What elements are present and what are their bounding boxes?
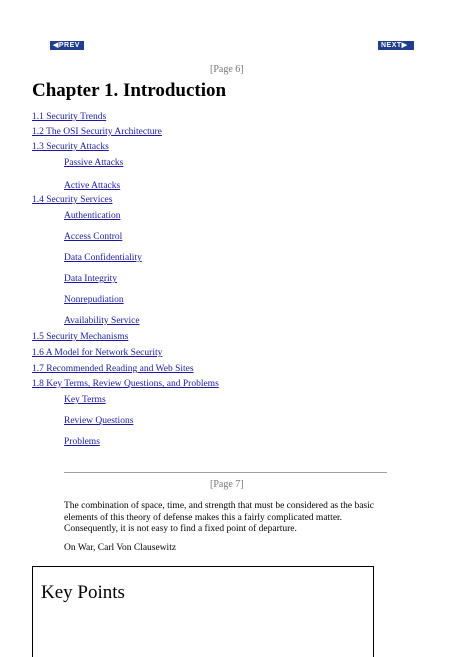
chapter-title: Chapter 1. Introduction — [32, 80, 227, 101]
toc-link[interactable]: Data Integrity — [64, 274, 118, 284]
toc-link[interactable]: Access Control — [64, 232, 123, 242]
toc-link[interactable]: Authentication — [64, 211, 121, 221]
key-points-title: Key Points — [41, 582, 125, 603]
toc-link[interactable]: Active Attacks — [64, 181, 121, 191]
toc-link[interactable]: 1.8 Key Terms, Review Questions, and Problems — [32, 379, 219, 389]
epigraph-quote: The combination of space, time, and strength that must be considered as the basic elements of this theory of defense makes this a fairly complicated matter. Consequently, it is not easy to find a fixed point of departure. — [64, 501, 374, 534]
next-button[interactable] — [378, 41, 414, 50]
page-marker-6: [Page 6] — [210, 64, 244, 75]
toc-link[interactable]: Problems — [64, 437, 100, 447]
key-points-box — [32, 566, 374, 657]
epigraph-source: On War, Carl Von Clausewitz — [64, 543, 177, 553]
toc-link[interactable]: Passive Attacks — [64, 158, 124, 168]
toc-link[interactable]: 1.1 Security Trends — [32, 112, 107, 122]
toc-link[interactable]: 1.6 A Model for Network Security — [32, 348, 163, 358]
toc-link[interactable]: Key Terms — [64, 395, 106, 405]
next-label: NEXT — [381, 42, 402, 49]
toc-link[interactable]: 1.2 The OSI Security Architecture — [32, 127, 162, 137]
toc-link[interactable]: Data Confidentiality — [64, 253, 142, 263]
prev-button[interactable] — [50, 41, 84, 50]
toc-link[interactable]: 1.3 Security Attacks — [32, 142, 109, 152]
toc-link[interactable]: Review Questions — [64, 416, 134, 426]
page-marker-7: [Page 7] — [210, 479, 244, 490]
section-divider — [64, 472, 387, 473]
toc-link[interactable]: 1.4 Security Services — [32, 195, 113, 205]
left-arrow-icon: ◀ — [53, 42, 59, 49]
toc-link[interactable]: Nonrepudiation — [64, 295, 124, 305]
toc-link[interactable]: 1.7 Recommended Reading and Web Sites — [32, 364, 194, 374]
toc-link[interactable]: 1.5 Security Mechanisms — [32, 332, 129, 342]
prev-label: PREV — [58, 42, 80, 49]
toc-link[interactable]: Availability Service — [64, 316, 140, 326]
right-arrow-icon: ▶ — [401, 42, 408, 49]
